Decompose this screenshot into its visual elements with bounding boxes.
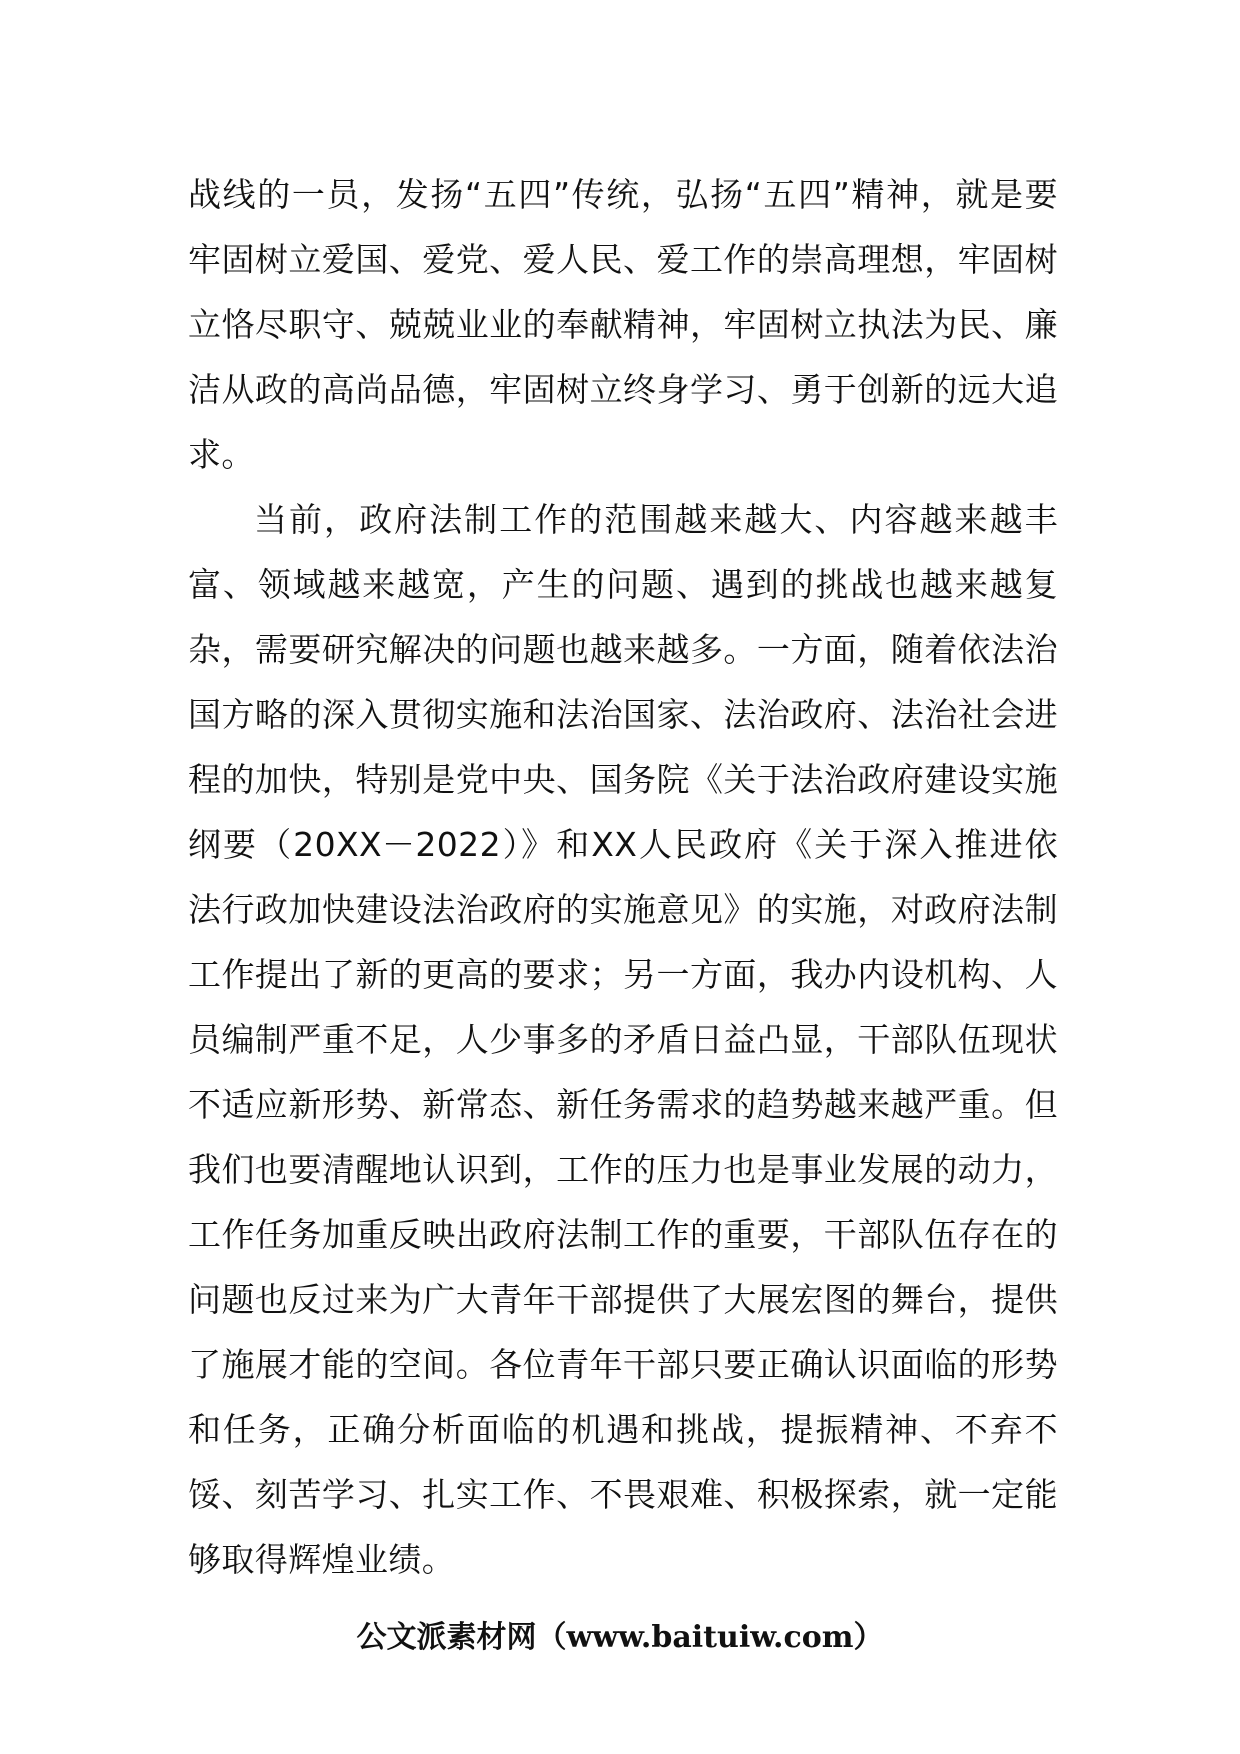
source-footer: 公文派素材网（www.baituiw.com） bbox=[356, 1620, 884, 1655]
paragraph-2: 当前，政府法制工作的范围越来越大、内容越来越丰富、领域越来越宽，产生的问题、遇到的挑战也越来越复杂，需要研究解决的问题也越来越多。一方面，随着依法治国方略的深入贯彻实施和法治国家、法治政府、法治社会进程的加快，特别是党中央、国务院《关于法治政府建设实施纲要（20XX－2022）》和XX人民政府《关于深入推进依法行政加快建设法治政府的实施意见》的实施，对政府法制工作提出了新的更高的要求；另一方面，我办内设机构、人员编制严重不足，人少事多的矛盾日益凸显，干部队伍现状不适应新形势、新常态、新任务需求的趋势越来越严重。但我们也要清醒地认识到，工作的压力也是事业发展的动力，工作任务加重反映出政府法制工作的重要，干部队伍存在的问题也反过来为广大青年干部提供了大展宏图的舞台，提供了施展才能的空间。各位青年干部只要正确认识面临的形势和任务，正确分析面临的机遇和挑战，提振精神、不弃不馁、刻苦学习、扎实工作、不畏艰难、积极探索，就一定能够取得辉煌业绩。 bbox=[188, 500, 1058, 1579]
paragraph-1: 战线的一员，发扬“五四”传统，弘扬“五四”精神，就是要牢固树立爱国、爱党、爱人民、爱工作的崇高理想，牢固树立恪尽职守、兢兢业业的奉献精神，牢固树立执法为民、廉洁从政的高尚品德，牢固树立终身学习、勇于创新的远大追求。 bbox=[188, 175, 1058, 474]
document-body bbox=[188, 162, 1058, 1592]
